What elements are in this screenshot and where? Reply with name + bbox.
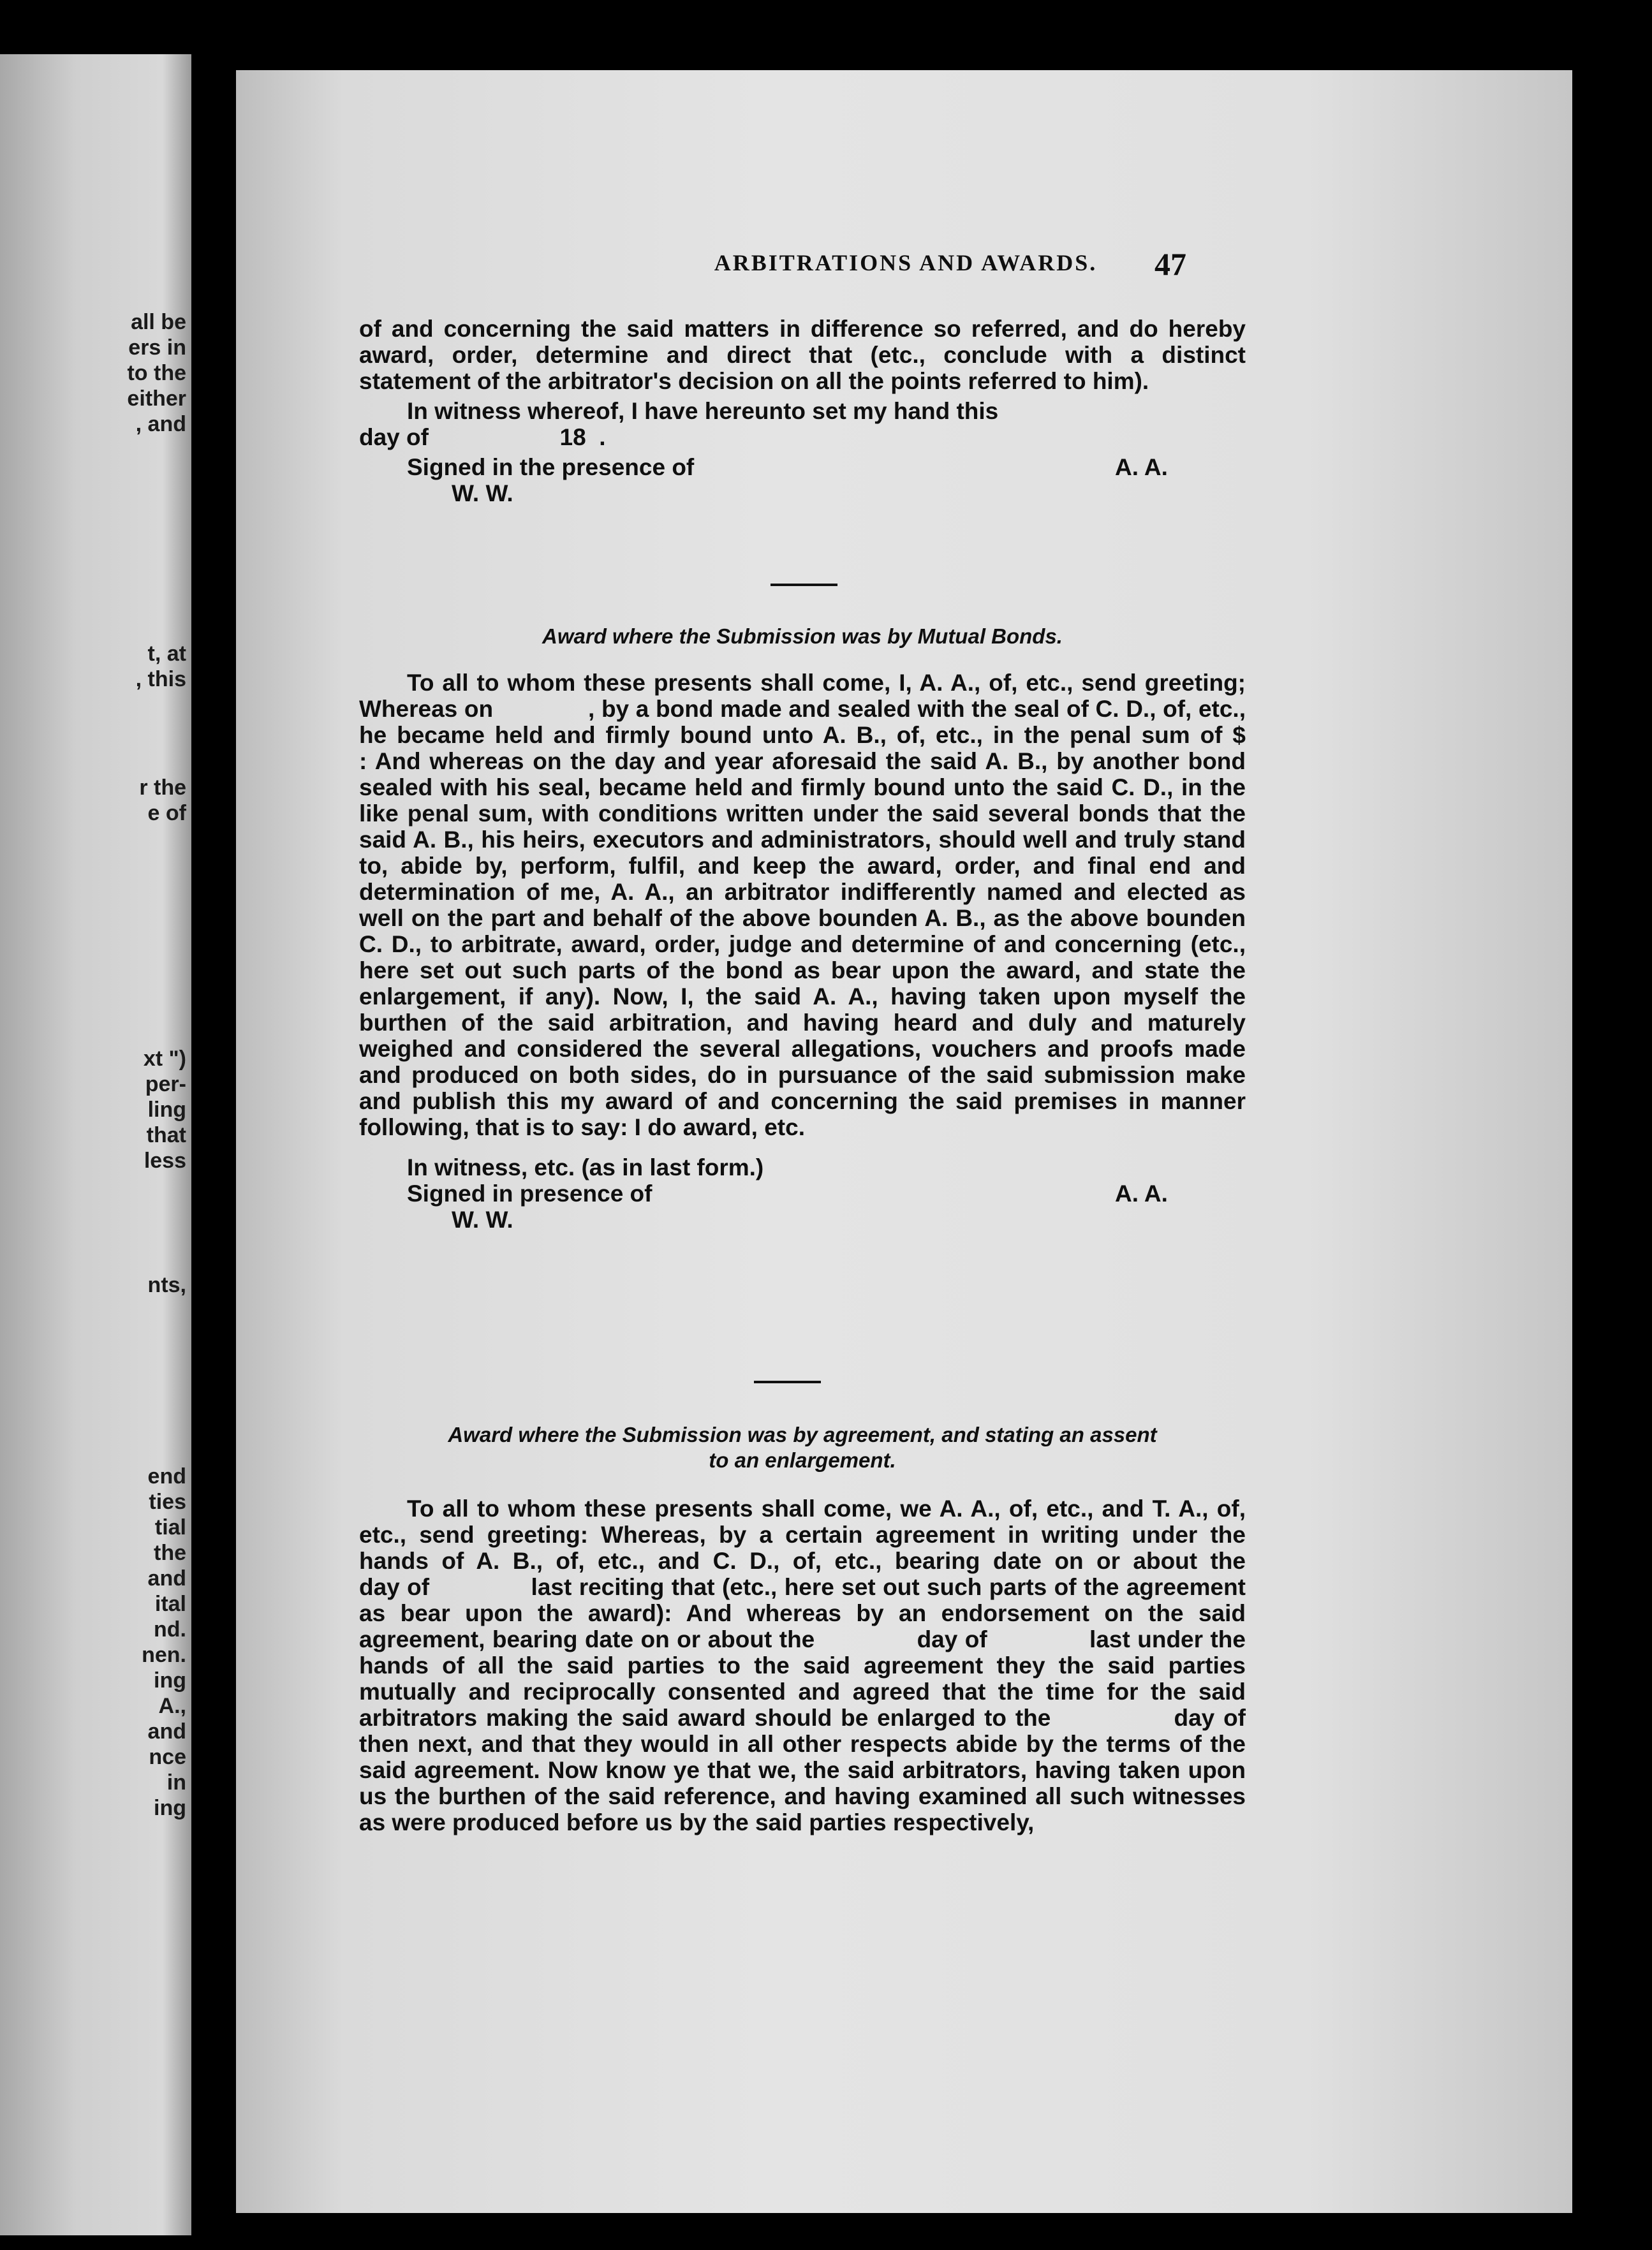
book-spine	[191, 0, 242, 2250]
section-heading-line: Award where the Submission was by agreement, and stating an assent	[448, 1423, 1157, 1446]
paragraph: of and concerning the said matters in difference so referred, and do hereby award, order, determine and direct that (etc., conclude with a distinct statement of the arbitrator's decision on all the points referred to him).	[359, 316, 1246, 394]
witness-clause: In witness, etc. (as in last form.)	[407, 1154, 764, 1180]
facing-page-fragment: end ties tial the and ital nd. nen. ing A., and nce in ing	[142, 1464, 186, 1820]
section-divider	[771, 584, 837, 586]
page	[236, 70, 1572, 2213]
witness-initials: W. W.	[452, 480, 513, 506]
facing-page-fragment: all be ers in to the either , and	[127, 310, 186, 436]
facing-page-fragment: xt ") per- ling that less	[143, 1047, 186, 1173]
running-title: ARBITRATIONS AND AWARDS.	[714, 250, 1098, 276]
section-1	[359, 316, 1246, 506]
page-number: 47	[1154, 246, 1186, 282]
section-heading	[359, 1422, 1246, 1473]
section-heading-line: to an enlargement.	[709, 1448, 896, 1472]
section-heading: Award where the Submission was by Mutual Bonds.	[542, 624, 1063, 648]
paragraph: To all to whom these presents shall come, I, A. A., of, etc., send greeting; Whereas on , by a bond made and sealed with the seal of C. D., of, etc., he became held and firmly bound unto A. B., of, etc., in the penal sum of $ : And whereas on the day and year aforesaid the said A. B., by another bond sealed with his seal, became held and firmly bound unto the said C. D., in the like penal sum, with conditions written under the said several bonds that the said A. B., his heirs, executors and administrators, should well and truly stand to, abide by, perform, fulfil, and keep the award, order, and final end and determination of me, A. A., an arbitrator indifferently named and elected as well on the part and behalf of the above bounden A. B., as the above bounden C. D., to arbitrate, award, order, judge and determine of and concerning (etc., here set out such parts of the bond as bear upon the award, and state the enlargement, if any). Now, I, the said A. A., having taken upon myself the burthen of the said arbitration, and having heard and duly and maturely weighed and considered the several allegations, vouchers and proofs made and produced on both sides, do in pursuance of the said submission make and publish this my award of and concerning the said premises in manner following, that is to say: I do award, etc.	[359, 670, 1338, 1140]
paragraph: To all to whom these presents shall come, we A. A., of, etc., and T. A., of, etc., send greeting: Whereas, by a certain agreement in writing under the hands of A. B., of, etc., and C. D., of, etc., bearing date on or about the day of last reciting that (etc., here set out such parts of the agreement as bear upon the award): And whereas by an endorsement on the said agreement, bearing date on or about the day of last under the hands of all the said parties to the said agreement they the said parties mutually and reciprocally consented and agreed that the time for the said arbitrators making the said award should be enlarged to the day of then next, and that they would in all other respects abide by the terms of the said agreement. Now know ye that we, the said arbitrators, having taken upon us the burthen of the said reference, and having examined all such witnesses as were produced before us by the said parties respectively,	[359, 1496, 1338, 1835]
facing-page-fragment: nts,	[147, 1273, 186, 1297]
date-line: day of 18 .	[359, 424, 606, 450]
facing-page-edge	[0, 54, 191, 2235]
section-divider	[754, 1381, 821, 1383]
witness-clause: In witness whereof, I have hereunto set my hand this	[407, 398, 999, 424]
signed-label: Signed in presence of	[407, 1180, 653, 1207]
signer-initials: A. A.	[1115, 454, 1168, 480]
section-2	[359, 670, 1338, 1233]
signature-line	[359, 454, 1246, 480]
section-3	[359, 1496, 1338, 1835]
signer-initials: A. A.	[1115, 1180, 1168, 1207]
page-header	[236, 246, 1572, 284]
witness-initials: W. W.	[452, 1207, 513, 1233]
facing-page-fragment: t, at , this	[135, 642, 186, 691]
signed-label: Signed in the presence of	[407, 454, 695, 480]
facing-page-fragment: r the e of	[139, 776, 186, 825]
signature-line	[359, 1180, 1246, 1207]
